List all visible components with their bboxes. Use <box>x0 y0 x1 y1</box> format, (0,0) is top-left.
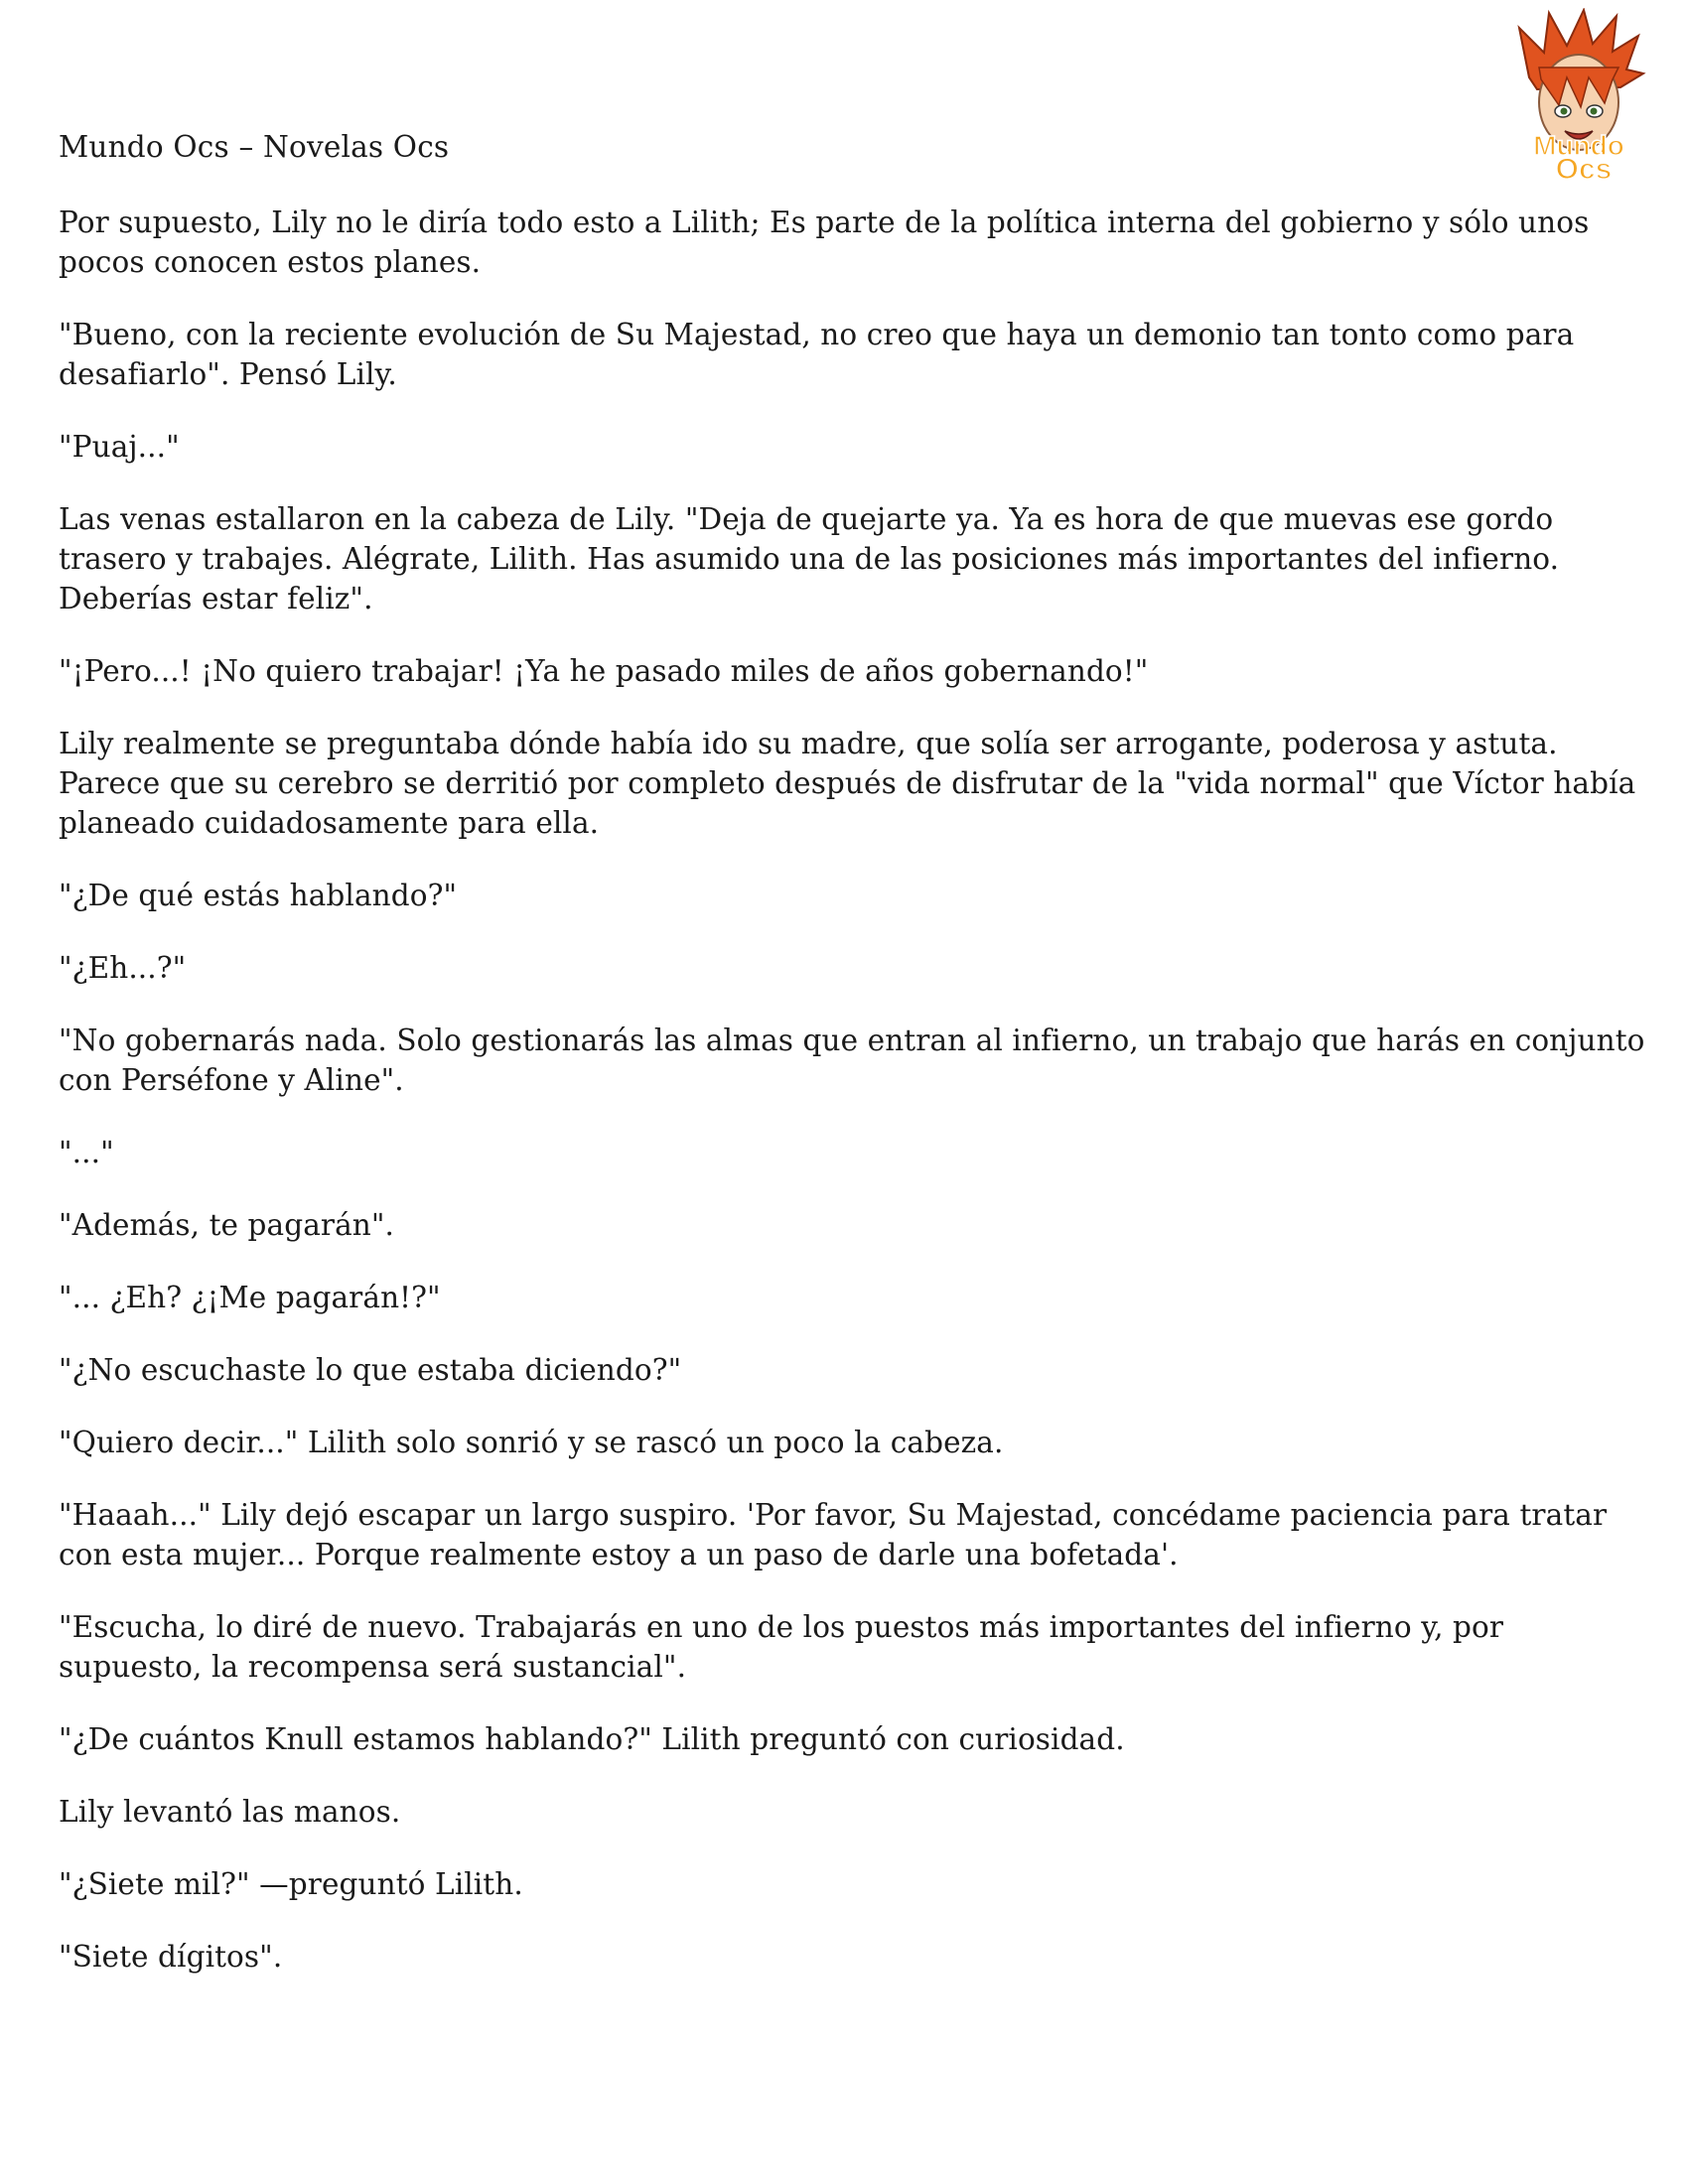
paragraph: "¿Siete mil?" —preguntó Lilith. <box>59 1867 523 1901</box>
paragraph: "Quiero decir..." Lilith solo sonrió y se rascó un poco la cabeza. <box>59 1426 1004 1459</box>
logo-text-line1: Mundo <box>1533 130 1624 161</box>
site-logo <box>1489 8 1668 182</box>
paragraph: "No gobernarás nada. Solo gestionarás las almas que entran al infierno, un trabajo que harás en conjunto con Perséfone y Aline". <box>59 1024 1645 1097</box>
paragraph: "Siete dígitos". <box>59 1940 283 1974</box>
paragraph: "... ¿Eh? ¿¡Me pagarán!?" <box>59 1281 441 1314</box>
paragraph: Por supuesto, Lily no le diría todo esto a Lilith; Es parte de la política interna del gobierno y sólo unos pocos conocen estos planes. <box>59 205 1590 279</box>
paragraph: Lily levantó las manos. <box>59 1795 401 1829</box>
paragraph: "Además, te pagarán". <box>59 1208 395 1242</box>
paragraph: "..." <box>59 1136 114 1169</box>
site-title: Mundo Ocs – Novelas Ocs <box>59 130 450 164</box>
paragraph: "¿De cuántos Knull estamos hablando?" Lilith preguntó con curiosidad. <box>59 1722 1125 1756</box>
paragraph: Lily realmente se preguntaba dónde había ido su madre, que solía ser arrogante, poderosa y astuta. Parece que su cerebro se derritió por completo después de disfrutar de la "vida normal" que Víctor había planeado cuidadosamente para ella. <box>59 727 1636 840</box>
paragraph: "Puaj..." <box>59 430 180 464</box>
paragraph: "¿De qué estás hablando?" <box>59 879 458 912</box>
document-body <box>59 203 1647 2009</box>
paragraph: "¿No escuchaste lo que estaba diciendo?" <box>59 1353 682 1387</box>
paragraph: Las venas estallaron en la cabeza de Lily. "Deja de quejarte ya. Ya es hora de que muevas ese gordo trasero y trabajes. Alégrate, Lilith. Has asumido una de las posiciones más importantes del infierno. Deberías estar feliz". <box>59 502 1560 615</box>
logo-mascot-icon <box>1489 8 1668 182</box>
paragraph: "¡Pero...! ¡No quiero trabajar! ¡Ya he pasado miles de años gobernando!" <box>59 654 1149 688</box>
paragraph: "¿Eh...?" <box>59 951 187 985</box>
logo-text-line2: Ocs <box>1555 153 1613 182</box>
paragraph: "Haaah..." Lily dejó escapar un largo suspiro. 'Por favor, Su Majestad, concédame paciencia para tratar con esta mujer... Porque realmente estoy a un paso de darle una bofetada'. <box>59 1498 1608 1571</box>
paragraph: "Escucha, lo diré de nuevo. Trabajarás en uno de los puestos más importantes del infierno y, por supuesto, la recompensa será sustancial". <box>59 1610 1504 1684</box>
paragraph: "Bueno, con la reciente evolución de Su Majestad, no creo que haya un demonio tan tonto como para desafiarlo". Pensó Lily. <box>59 318 1575 391</box>
